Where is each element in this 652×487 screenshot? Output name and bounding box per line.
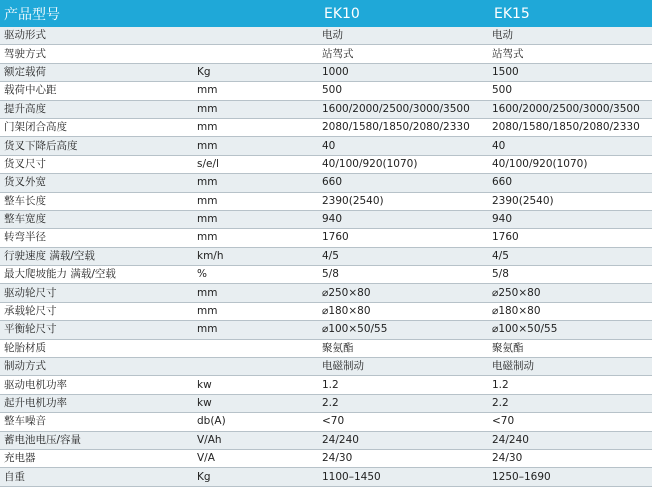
row-unit-cell	[193, 358, 320, 376]
row-param-cell: 起升电机功率	[0, 394, 193, 412]
row-param-cell: 整车噪音	[0, 413, 193, 431]
row-param-cell: 平衡轮尺寸	[0, 321, 193, 339]
row-unit-cell: s/e/l	[193, 155, 320, 173]
row-unit-cell	[193, 45, 320, 63]
table-row	[0, 45, 652, 63]
row-ek15-cell: 2.2	[490, 394, 652, 412]
table-row	[0, 155, 652, 173]
row-param-cell: 自重	[0, 468, 193, 486]
row-ek10-cell: 电动	[320, 27, 490, 45]
row-param-cell: 行驶速度 满载/空载	[0, 247, 193, 265]
table-row	[0, 431, 652, 449]
row-ek10-cell: 1000	[320, 63, 490, 81]
row-param-cell: 货叉外宽	[0, 174, 193, 192]
row-ek10-cell: 1100–1450	[320, 468, 490, 486]
row-unit-cell: Kg	[193, 468, 320, 486]
table-row	[0, 376, 652, 394]
row-ek10-cell: 1.2	[320, 376, 490, 394]
table-row	[0, 27, 652, 45]
row-ek15-cell: 940	[490, 210, 652, 228]
row-ek10-cell: 4/5	[320, 247, 490, 265]
row-unit-cell: V/A	[193, 449, 320, 467]
row-ek10-cell: 电磁制动	[320, 358, 490, 376]
row-param-cell: 驱动形式	[0, 27, 193, 45]
header-ek10: EK10	[320, 0, 490, 27]
table-row	[0, 192, 652, 210]
table-row	[0, 174, 652, 192]
row-unit-cell: mm	[193, 284, 320, 302]
row-unit-cell: mm	[193, 302, 320, 320]
row-param-cell: 额定载荷	[0, 63, 193, 81]
row-unit-cell: mm	[193, 137, 320, 155]
table-row	[0, 266, 652, 284]
row-ek10-cell: 500	[320, 82, 490, 100]
row-unit-cell: mm	[193, 82, 320, 100]
row-unit-cell	[193, 339, 320, 357]
row-ek10-cell: 40/100/920(1070)	[320, 155, 490, 173]
row-ek15-cell: 电动	[490, 27, 652, 45]
table-row	[0, 210, 652, 228]
row-ek15-cell: 40	[490, 137, 652, 155]
row-ek10-cell: 24/240	[320, 431, 490, 449]
table-row	[0, 321, 652, 339]
header-row	[0, 0, 652, 27]
row-param-cell: 整车宽度	[0, 210, 193, 228]
table-row	[0, 100, 652, 118]
row-param-cell: 驾驶方式	[0, 45, 193, 63]
row-ek15-cell: 4/5	[490, 247, 652, 265]
row-unit-cell: km/h	[193, 247, 320, 265]
row-ek10-cell: 站驾式	[320, 45, 490, 63]
row-unit-cell: kw	[193, 376, 320, 394]
row-param-cell: 货叉下降后高度	[0, 137, 193, 155]
row-unit-cell: Kg	[193, 63, 320, 81]
row-ek10-cell: 1760	[320, 229, 490, 247]
table-row	[0, 413, 652, 431]
table-row	[0, 358, 652, 376]
row-param-cell: 提升高度	[0, 100, 193, 118]
row-unit-cell: db(A)	[193, 413, 320, 431]
row-ek10-cell: 940	[320, 210, 490, 228]
table-row	[0, 247, 652, 265]
row-ek10-cell: 5/8	[320, 266, 490, 284]
row-unit-cell: mm	[193, 321, 320, 339]
table-row	[0, 284, 652, 302]
row-unit-cell: mm	[193, 192, 320, 210]
spec-body	[0, 27, 652, 486]
row-param-cell: 整车长度	[0, 192, 193, 210]
row-ek10-cell: ⌀100×50/55	[320, 321, 490, 339]
row-param-cell: 蓄电池电压/容量	[0, 431, 193, 449]
header-unit	[193, 0, 320, 27]
row-param-cell: 承载轮尺寸	[0, 302, 193, 320]
row-ek15-cell: 5/8	[490, 266, 652, 284]
row-ek15-cell: ⌀250×80	[490, 284, 652, 302]
row-ek10-cell: 660	[320, 174, 490, 192]
row-ek15-cell: 660	[490, 174, 652, 192]
row-ek15-cell: ⌀100×50/55	[490, 321, 652, 339]
row-ek10-cell: 24/30	[320, 449, 490, 467]
table-row	[0, 137, 652, 155]
row-ek10-cell: 2080/1580/1850/2080/2330	[320, 118, 490, 136]
header-ek15: EK15	[490, 0, 652, 27]
table-row	[0, 394, 652, 412]
row-ek15-cell: 1250–1690	[490, 468, 652, 486]
header-product-model: 产品型号	[0, 0, 193, 27]
row-ek15-cell: <70	[490, 413, 652, 431]
table-row	[0, 82, 652, 100]
row-unit-cell: V/Ah	[193, 431, 320, 449]
row-param-cell: 货叉尺寸	[0, 155, 193, 173]
row-ek10-cell: 2390(2540)	[320, 192, 490, 210]
row-param-cell: 载荷中心距	[0, 82, 193, 100]
row-ek10-cell: 2.2	[320, 394, 490, 412]
row-ek10-cell: 40	[320, 137, 490, 155]
row-param-cell: 门架闭合高度	[0, 118, 193, 136]
row-ek15-cell: ⌀180×80	[490, 302, 652, 320]
table-row	[0, 118, 652, 136]
row-unit-cell: mm	[193, 118, 320, 136]
row-unit-cell: mm	[193, 210, 320, 228]
row-param-cell: 最大爬坡能力 满载/空载	[0, 266, 193, 284]
row-unit-cell: kw	[193, 394, 320, 412]
table-row	[0, 63, 652, 81]
row-unit-cell: mm	[193, 100, 320, 118]
row-ek10-cell: ⌀250×80	[320, 284, 490, 302]
table-row	[0, 339, 652, 357]
row-param-cell: 充电器	[0, 449, 193, 467]
row-ek15-cell: 1.2	[490, 376, 652, 394]
row-ek15-cell: 1760	[490, 229, 652, 247]
row-ek15-cell: 500	[490, 82, 652, 100]
row-ek15-cell: 1600/2000/2500/3000/3500	[490, 100, 652, 118]
row-ek15-cell: 1500	[490, 63, 652, 81]
row-ek15-cell: 24/240	[490, 431, 652, 449]
table-row	[0, 302, 652, 320]
row-ek15-cell: 2080/1580/1850/2080/2330	[490, 118, 652, 136]
row-ek15-cell: 40/100/920(1070)	[490, 155, 652, 173]
row-param-cell: 制动方式	[0, 358, 193, 376]
row-unit-cell: mm	[193, 229, 320, 247]
row-unit-cell: mm	[193, 174, 320, 192]
row-unit-cell: %	[193, 266, 320, 284]
row-ek15-cell: 24/30	[490, 449, 652, 467]
row-ek10-cell: 聚氨酯	[320, 339, 490, 357]
row-param-cell: 驱动轮尺寸	[0, 284, 193, 302]
row-param-cell: 轮胎材质	[0, 339, 193, 357]
row-ek15-cell: 聚氨酯	[490, 339, 652, 357]
row-param-cell: 驱动电机功率	[0, 376, 193, 394]
row-ek10-cell: 1600/2000/2500/3000/3500	[320, 100, 490, 118]
row-ek10-cell: ⌀180×80	[320, 302, 490, 320]
row-unit-cell	[193, 27, 320, 45]
table-row	[0, 229, 652, 247]
table-row	[0, 468, 652, 486]
row-ek10-cell: <70	[320, 413, 490, 431]
row-param-cell: 转弯半径	[0, 229, 193, 247]
table-row	[0, 449, 652, 467]
row-ek15-cell: 2390(2540)	[490, 192, 652, 210]
row-ek15-cell: 站驾式	[490, 45, 652, 63]
row-ek15-cell: 电磁制动	[490, 358, 652, 376]
